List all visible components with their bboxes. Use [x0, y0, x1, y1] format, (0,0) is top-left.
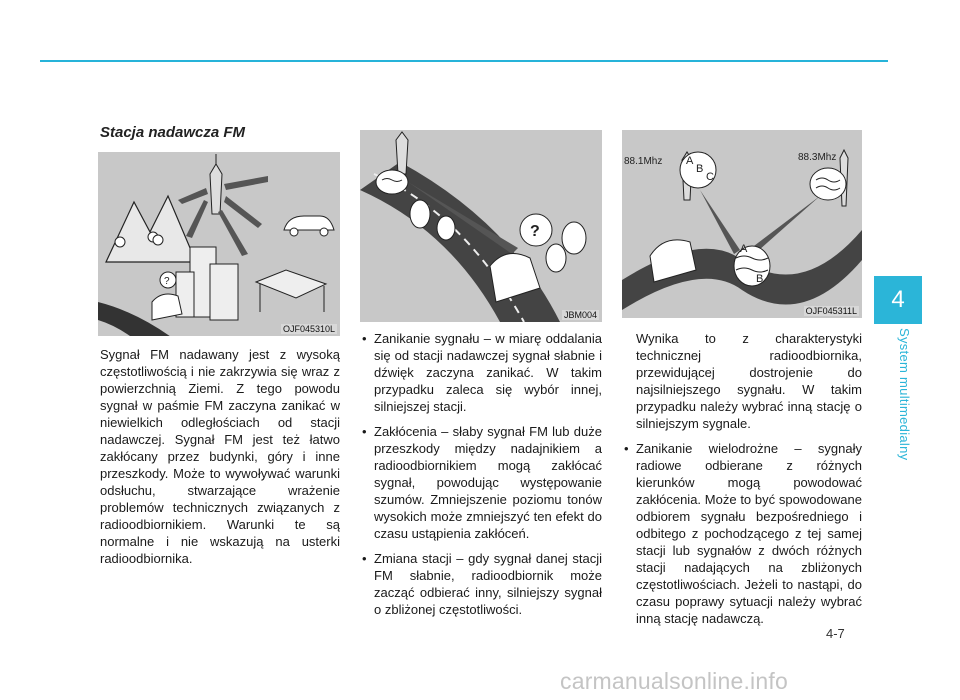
chapter-label: System multimedialny: [897, 328, 912, 461]
figure-station-switch: [622, 130, 862, 318]
figure-code: OJF045311L: [805, 306, 857, 316]
column-1-text: [100, 346, 340, 567]
header-rule: [40, 60, 888, 62]
fig1-question: ?: [164, 276, 170, 287]
column-1-paragraph: Sygnał FM nadawany jest z wysoką częstotliwością i nie zakrzywia się wraz z powierzchnią Ziemi. Z tego powodu sygnał w paśmie FM zaczyna zanikać w niewielkich odległościach od stacji nadawczej. Sygnał FM jest też łatwo zakłócany przez budynki, góry i inne przeszkody. Może to wywoływać warunki odsłuchu, stwarzające wrażenie problemów technicznych związanych z radioodbiornikiem. Warunki te są normalne i nie wskazują na usterki radioodbiornika.: [100, 347, 340, 566]
fig3-freq-left: 88.1Mhz: [624, 156, 663, 167]
chapter-tab: [874, 276, 922, 324]
column-3-text: [622, 330, 862, 635]
section-title: Stacja nadawcza FM: [100, 124, 246, 141]
chapter-number: 4: [891, 286, 905, 313]
figure-code: JBM004: [563, 310, 597, 320]
column-2-text: [360, 330, 602, 626]
page-number: 4-7: [826, 626, 845, 641]
fig3-car-letter-b: B: [756, 273, 764, 285]
figure-signal-fading: [360, 130, 602, 322]
fig3-letter-a: A: [686, 155, 694, 167]
signal-fading-illustration: [360, 130, 602, 322]
column-3-bullets: [622, 440, 862, 627]
watermark: carmanualsonline.info: [560, 668, 788, 694]
bullet-interference: • Zakłócenia – słaby sygnał FM lub duże przeszkody między nadajnikiem a radioodbiornikiem mogą zakłócać sygnał, powodując występowanie szumów. Zmniejszenie poziomu tonów wysokich może zmniejszyć ten efekt do czasu ustąpienia zakłóceń.: [360, 423, 602, 542]
fig3-letter-b: B: [696, 163, 704, 175]
fm-obstacles-illustration: [98, 152, 340, 336]
column-2-bullets: [360, 330, 602, 618]
bullet-signal-fading: • Zanikanie sygnału – w miarę oddalania się od stacji nadawczej sygnał słabnie i dźwięk zaczyna zanikać. W takim przypadku zaleca się wybór innej, silniejszej stacji.: [360, 330, 602, 415]
bullet-station-switch: • Zmiana stacji – gdy sygnał danej stacji FM słabnie, radioodbiornik może zacząć odbierać inny, silniejszy sygnał o zbliżonej częstotliwości.: [360, 550, 602, 618]
fig3-freq-right: 88.3Mhz: [798, 152, 837, 163]
fig3-car-letter-a: A: [740, 243, 748, 255]
column-3-continuation: Wynika to z charakterystyki technicznej radioodbiornika, przewidującej dostrojenie do najsilniejszego sygnału. W takim przypadku należy wybrać inną stację o silniejszym sygnale.: [636, 331, 862, 431]
figure-fm-obstacles: [98, 152, 340, 336]
fig2-question: ?: [530, 223, 540, 240]
fig3-letter-c: C: [706, 171, 714, 183]
station-switch-illustration: [622, 130, 862, 318]
figure-code: OJF045310L: [282, 324, 335, 334]
bullet-multipath: • Zanikanie wielodrożne – sygnały radiowe odbierane z różnych kierunków mogą powodować zakłócenia. Może to być spowodowane odbiorem sygnału bezpośredniego i odbitego z pochodzącego z tej samej stacji lub sygnałów z dwóch różnych stacji nadających na zbliżonych częstotliwościach. Jeżeli to nastąpi, do czasu poprawy sytuacji należy wybrać inną stację nadawczą.: [622, 440, 862, 627]
